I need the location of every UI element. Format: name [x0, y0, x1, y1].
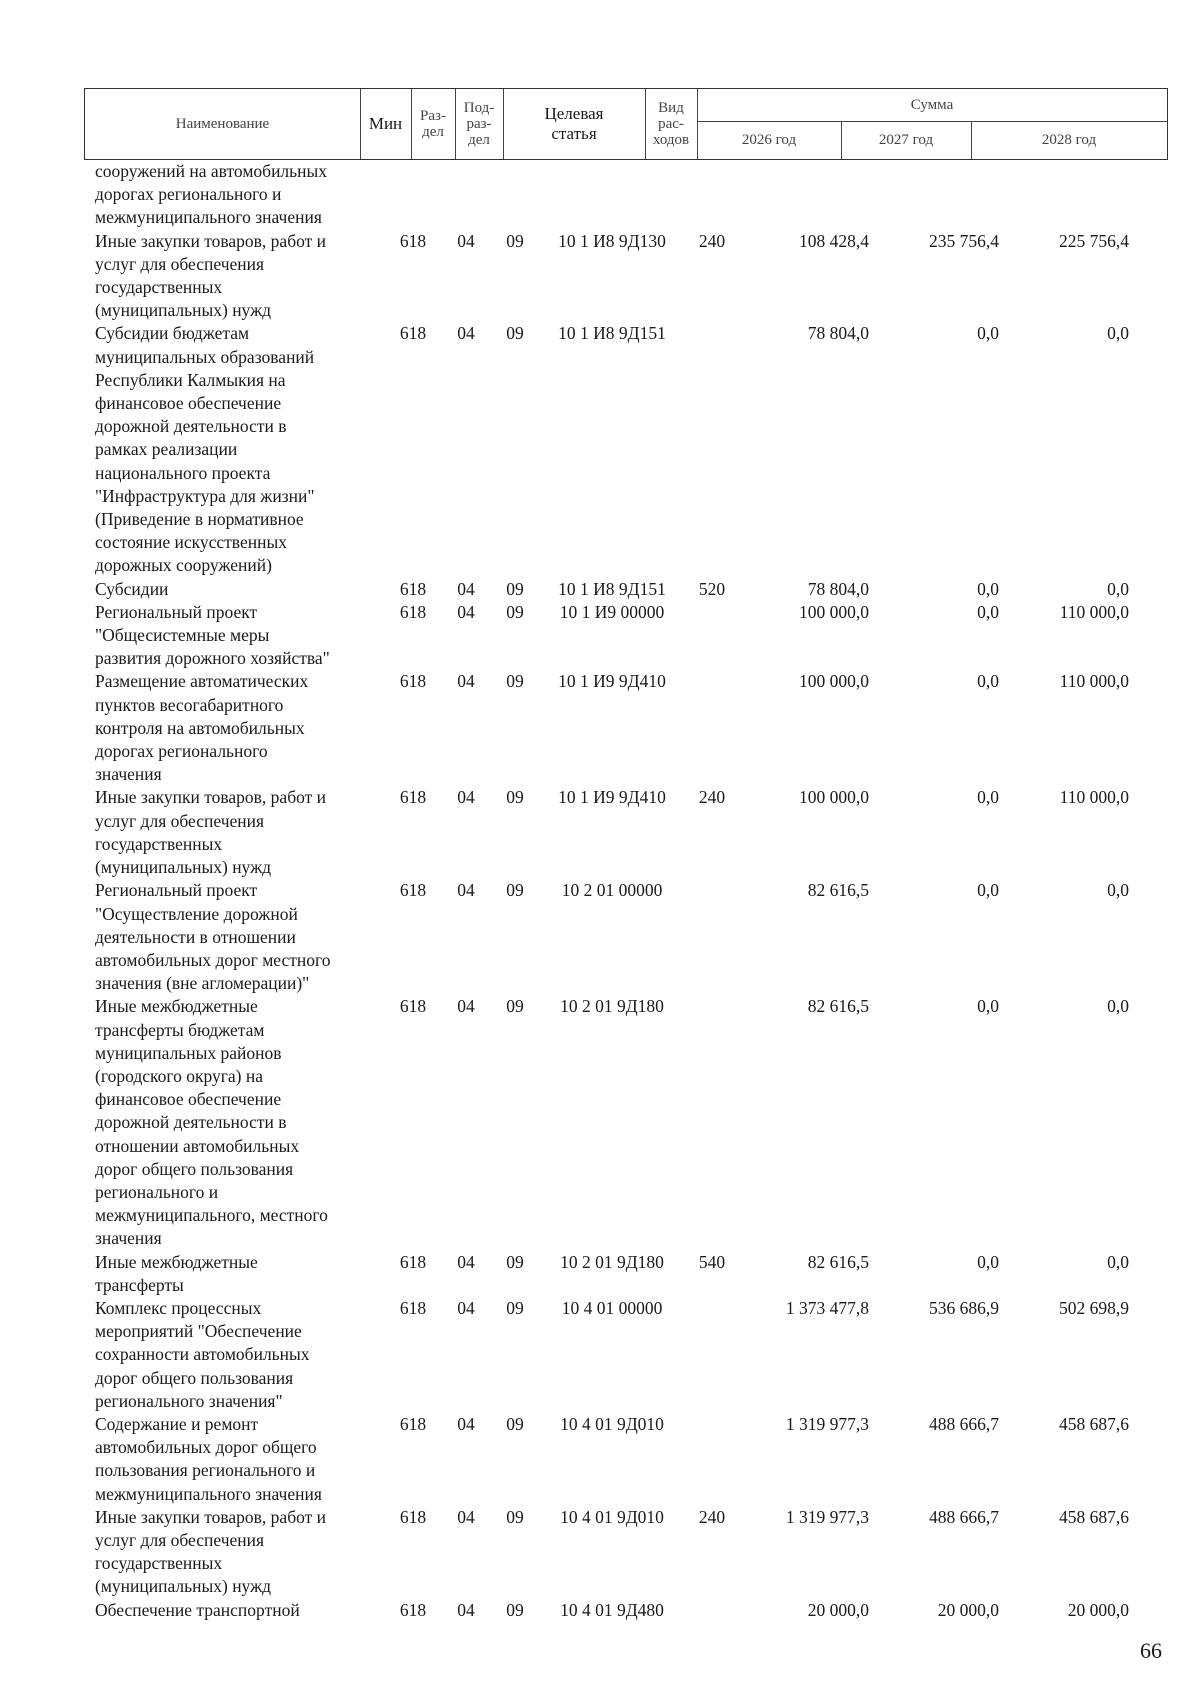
cell-min: 618	[399, 880, 427, 901]
table-row	[84, 578, 1184, 601]
cell-rz: 04	[457, 601, 475, 622]
table-row	[84, 1599, 1184, 1622]
cell-rz: 04	[457, 1599, 475, 1620]
cell-y2026: 1 319 977,3	[785, 1413, 869, 1434]
cell-min: 618	[399, 230, 427, 251]
cell-y2028: 458 687,6	[1059, 1506, 1129, 1527]
cell-vr: 540	[698, 1251, 726, 1272]
cell-y2026: 100 000,0	[799, 601, 869, 622]
cell-name: Размещение автоматических пунктов весогабаритного контроля на автомобильных дорогах регионального значения	[95, 671, 309, 785]
cell-name: Иные межбюджетные трансферты	[95, 1251, 258, 1295]
cell-y2026: 82 616,5	[807, 1251, 869, 1272]
cell-pr: 09	[506, 880, 524, 901]
cell-y2026: 1 319 977,3	[785, 1506, 869, 1527]
cell-y2026: 78 804,0	[807, 323, 869, 344]
cell-vr	[685, 879, 739, 995]
table-row	[84, 995, 1184, 1250]
cell-rz: 04	[457, 1413, 475, 1434]
cell-rz	[441, 160, 491, 230]
cell-min: 618	[399, 1413, 427, 1434]
cell-y2027: 488 666,7	[929, 1506, 999, 1527]
cell-y2028: 458 687,6	[1059, 1413, 1129, 1434]
cell-y2027: 0,0	[977, 601, 999, 622]
cell-name: Комплекс процессных мероприятий "Обеспечение сохранности автомобильных дорог общего пользования регионального значения"	[95, 1297, 310, 1411]
cell-name: сооружений на автомобильных дорогах регионального и межмуниципального значения	[95, 161, 328, 228]
header-podrazdel: Под- раз- дел	[463, 100, 495, 148]
cell-rz: 04	[457, 996, 475, 1017]
table-row	[84, 879, 1184, 995]
cell-pr: 09	[506, 787, 524, 808]
cell-y2028: 502 698,9	[1059, 1297, 1129, 1318]
cell-y2027: 0,0	[977, 323, 999, 344]
table-row	[84, 230, 1184, 323]
cell-y2026: 108 428,4	[799, 230, 869, 251]
cell-y2028: 225 756,4	[1059, 230, 1129, 251]
header-expense-type: Вид рас- ходов	[652, 100, 690, 148]
cell-min: 618	[399, 601, 427, 622]
cell-min: 618	[399, 1297, 427, 1318]
cell-vr	[685, 1413, 739, 1506]
cell-y2028: 20 000,0	[1067, 1599, 1129, 1620]
cell-cs: 10 1 И9 9Д410	[558, 787, 666, 808]
table-row	[84, 1413, 1184, 1506]
cell-vr: 240	[698, 230, 726, 251]
cell-min: 618	[399, 787, 427, 808]
cell-pr: 09	[506, 1506, 524, 1527]
cell-y2027: 0,0	[977, 880, 999, 901]
cell-vr	[685, 1599, 739, 1622]
cell-min: 618	[399, 323, 427, 344]
cell-y2028: 110 000,0	[1059, 787, 1129, 808]
cell-rz: 04	[457, 1297, 475, 1318]
cell-cs: 10 1 И8 9Д151	[558, 578, 666, 599]
cell-vr	[685, 670, 739, 786]
cell-pr: 09	[506, 1599, 524, 1620]
cell-pr: 09	[506, 996, 524, 1017]
cell-y2027: 0,0	[977, 787, 999, 808]
cell-y2028: 0,0	[1107, 578, 1129, 599]
cell-name: Субсидии бюджетам муниципальных образований Республики Калмыкия на финансовое обеспечение дорожной деятельности в рамках реализации национального проекта "Инфраструктура для жизни" (Приведение в нормативное состояние искусственных дорожных сооружений)	[95, 323, 315, 576]
cell-cs: 10 4 01 9Д010	[560, 1413, 664, 1434]
cell-y2027: 536 686,9	[929, 1297, 999, 1318]
cell-min: 618	[399, 578, 427, 599]
cell-rz: 04	[457, 787, 475, 808]
cell-rz: 04	[457, 1251, 475, 1272]
cell-pr: 09	[506, 1297, 524, 1318]
cell-rz: 04	[457, 578, 475, 599]
cell-rz: 04	[457, 880, 475, 901]
cell-y2027: 0,0	[977, 578, 999, 599]
cell-vr: 520	[698, 578, 726, 599]
cell-name: Содержание и ремонт автомобильных дорог общего пользования регионального и межмуниципального значения	[95, 1413, 322, 1504]
cell-cs: 10 1 И8 9Д151	[558, 323, 666, 344]
header-target-article: Целевая статья	[544, 104, 604, 143]
table-row	[84, 1297, 1184, 1413]
cell-vr	[685, 322, 739, 577]
cell-vr	[685, 1297, 739, 1413]
table-row	[84, 1251, 1184, 1297]
cell-pr: 09	[506, 1413, 524, 1434]
cell-y2028: 0,0	[1107, 880, 1129, 901]
cell-y2028: 0,0	[1107, 323, 1129, 344]
cell-name: Иные закупки товаров, работ и услуг для обеспечения государственных (муниципальных) нужд	[95, 230, 327, 321]
cell-y2026: 100 000,0	[799, 787, 869, 808]
cell-y2026: 20 000,0	[807, 1599, 869, 1620]
header-year-2027: 2027 год	[878, 132, 934, 148]
cell-y2027: 0,0	[977, 671, 999, 692]
table-row	[84, 160, 1184, 230]
table-row	[84, 670, 1184, 786]
cell-cs: 10 1 И9 00000	[559, 601, 665, 622]
cell-name: Иные закупки товаров, работ и услуг для обеспечения государственных (муниципальных) нужд	[95, 787, 327, 878]
cell-cs	[539, 160, 685, 230]
page-number: 66	[1140, 1638, 1162, 1663]
header-sum: Сумма	[910, 97, 954, 113]
cell-cs: 10 2 01 9Д180	[560, 1251, 664, 1272]
cell-name: Обеспечение транспортной	[95, 1599, 300, 1620]
cell-name: Региональный проект "Осуществление дорожной деятельности в отношении автомобильных дорог местного значения (вне агломерации)"	[95, 880, 331, 994]
cell-cs: 10 2 01 00000	[561, 880, 663, 901]
table-row	[84, 322, 1184, 577]
cell-y2026: 82 616,5	[807, 996, 869, 1017]
cell-min: 618	[399, 1251, 427, 1272]
cell-min: 618	[399, 996, 427, 1017]
cell-min: 618	[399, 1599, 427, 1620]
cell-pr: 09	[506, 578, 524, 599]
cell-vr	[685, 601, 739, 671]
table-row	[84, 601, 1184, 671]
cell-y2027: 0,0	[977, 996, 999, 1017]
cell-y2028: 0,0	[1107, 996, 1129, 1017]
cell-name: Субсидии	[95, 578, 169, 599]
cell-name: Иные межбюджетные трансферты бюджетам муниципальных районов (городского округа) на финансовое обеспечение дорожной деятельности в отношении автомобильных дорог общего пользования регионального и межмуниципального, местного значения	[95, 996, 328, 1249]
cell-vr	[685, 995, 739, 1250]
cell-cs: 10 2 01 9Д180	[560, 996, 664, 1017]
header-year-2026: 2026 год	[741, 132, 797, 148]
table-row	[84, 1506, 1184, 1599]
cell-y2027: 235 756,4	[929, 230, 999, 251]
cell-y2028: 110 000,0	[1059, 671, 1129, 692]
cell-cs: 10 1 И8 9Д130	[558, 230, 666, 251]
cell-min: 618	[399, 671, 427, 692]
cell-rz: 04	[457, 230, 475, 251]
cell-cs: 10 4 01 9Д010	[560, 1506, 664, 1527]
cell-vr	[685, 160, 739, 230]
cell-y2026: 78 804,0	[807, 578, 869, 599]
cell-y2026: 1 373 477,8	[785, 1297, 869, 1318]
cell-y2027: 0,0	[977, 1251, 999, 1272]
table-body	[84, 160, 1184, 1622]
cell-vr: 240	[698, 1506, 726, 1527]
cell-vr: 240	[698, 787, 726, 808]
cell-pr: 09	[506, 601, 524, 622]
header-razdel: Раз- дел	[420, 108, 446, 140]
header-year-2028: 2028 год	[1041, 132, 1097, 148]
table-row	[84, 786, 1184, 879]
cell-rz: 04	[457, 671, 475, 692]
cell-y2027: 20 000,0	[937, 1599, 999, 1620]
cell-pr: 09	[506, 671, 524, 692]
cell-y2026	[739, 160, 875, 230]
cell-y2028: 110 000,0	[1059, 601, 1129, 622]
cell-name: Региональный проект "Общесистемные меры развития дорожного хозяйства"	[95, 601, 330, 669]
cell-cs: 10 1 И9 9Д410	[558, 671, 666, 692]
cell-y2026: 100 000,0	[799, 671, 869, 692]
cell-pr: 09	[506, 323, 524, 344]
cell-y2027: 488 666,7	[929, 1413, 999, 1434]
cell-min: 618	[399, 1506, 427, 1527]
cell-y2026: 82 616,5	[807, 880, 869, 901]
cell-min	[385, 160, 441, 230]
cell-rz: 04	[457, 1506, 475, 1527]
header-name: Наименование	[175, 116, 270, 132]
cell-pr: 09	[506, 1251, 524, 1272]
cell-pr: 09	[506, 230, 524, 251]
cell-y2027	[875, 160, 1005, 230]
header-min: Мин	[368, 114, 403, 133]
cell-cs: 10 4 01 9Д480	[560, 1599, 664, 1620]
cell-y2028: 0,0	[1107, 1251, 1129, 1272]
cell-cs: 10 4 01 00000	[561, 1297, 663, 1318]
cell-rz: 04	[457, 323, 475, 344]
cell-name: Иные закупки товаров, работ и услуг для обеспечения государственных (муниципальных) нужд	[95, 1506, 327, 1597]
cell-pr	[491, 160, 539, 230]
cell-y2028	[1005, 160, 1135, 230]
table-header	[84, 88, 1168, 160]
